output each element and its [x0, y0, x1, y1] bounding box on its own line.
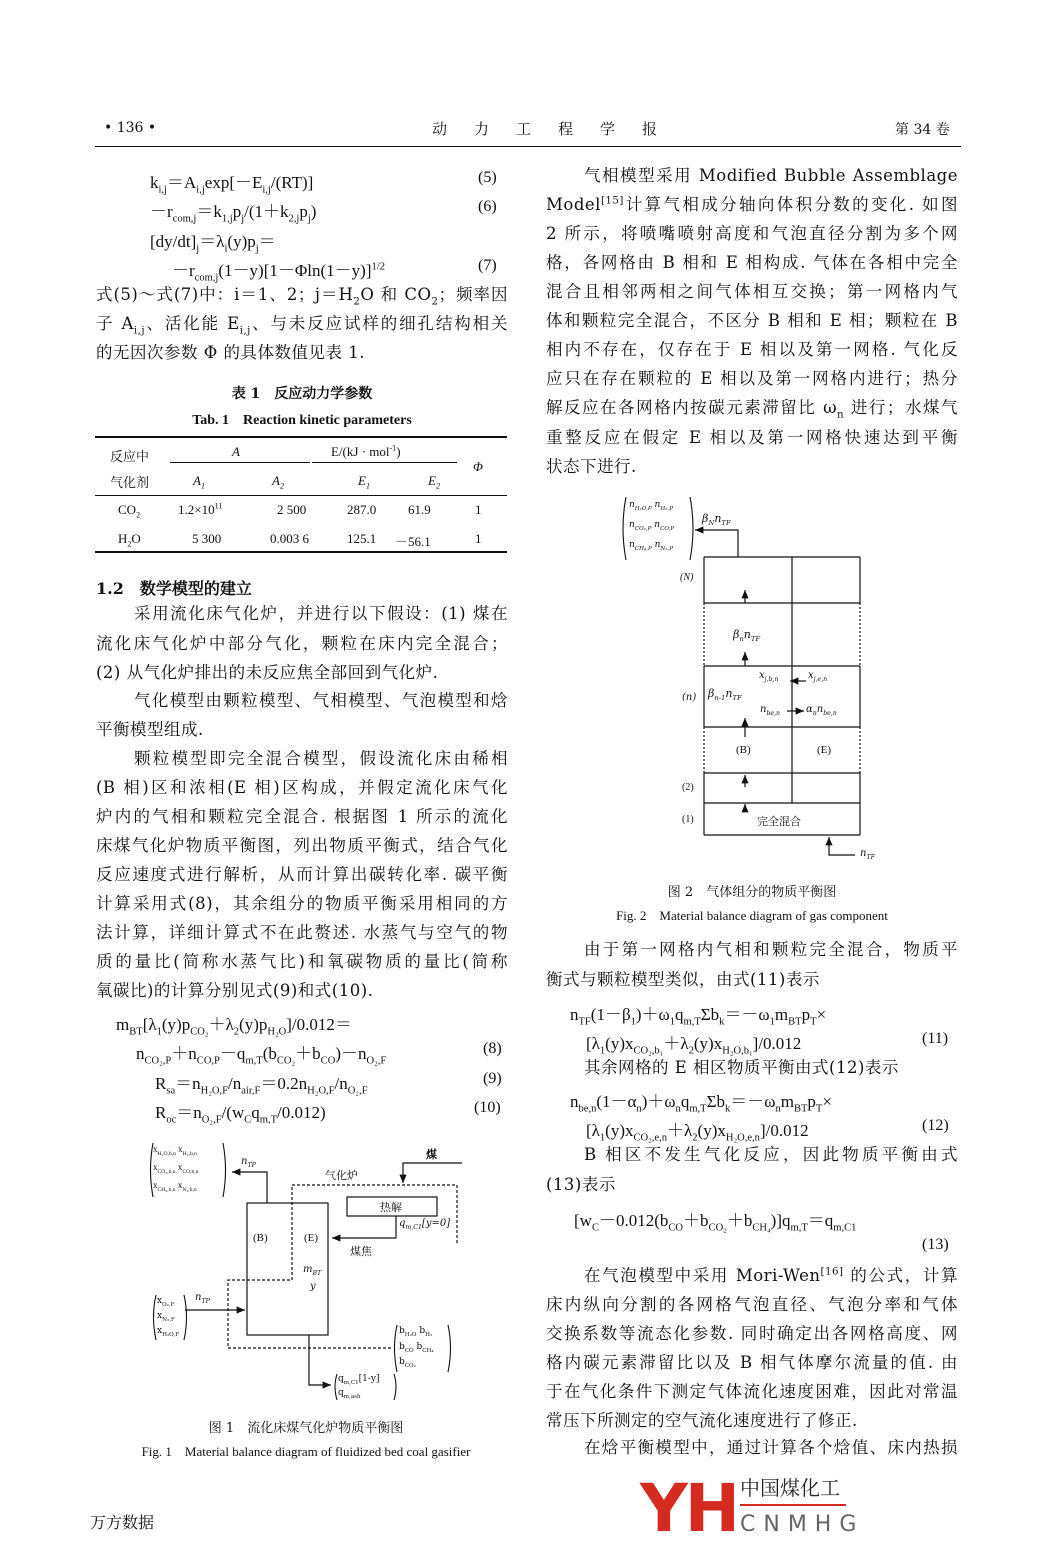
equation-8-line2: $n_{CO_2,P}+n_{CO,P}-q_{m,T}(b_{CO_2}+b_{CO})-n_{O_2,F}$	[136, 1044, 387, 1067]
table-cell: 61.9	[408, 502, 431, 517]
text-line: 计算采用式(8)，其余组分的物质平衡采用相同的方	[96, 894, 508, 913]
text-line: 混合且相邻两相之间气体相互交换；第一网格内气	[546, 282, 958, 301]
text-line: 流化床气化炉中部分气化，颗粒在床内完全混合；	[96, 634, 508, 653]
fig2-outlet-matrix: $n_{CH_4,P}$ $n_{N_2,P}$	[629, 540, 674, 552]
text-line: 在气泡模型中采用 Mori-Wen[16] 的公式，计算	[584, 1266, 958, 1285]
table-cell: 125.1	[347, 531, 377, 546]
fig2-label: (E)	[817, 744, 832, 756]
figure-1-caption-en: Fig. 1 Material balance diagram of fluidized bed coal gasifier	[141, 1444, 471, 1459]
table-subheader: $E_2$	[428, 473, 440, 491]
table-cell: －56.1	[395, 534, 431, 549]
text-line: 氧碳比)的计算分别见式(9)和式(10).	[96, 981, 374, 1000]
fig1-label: $m_{BT}$	[303, 1264, 322, 1277]
table-cell: 0.003 6	[270, 531, 309, 546]
fig1-label: 气化炉	[325, 1169, 358, 1182]
text-line: 质的量比(简称水蒸气比)和氧碳物质的量比(简称	[96, 952, 508, 971]
watermark-logo: YH	[640, 1470, 738, 1547]
table-subheader: $E_1$	[358, 473, 370, 491]
fig1-label: 煤	[426, 1148, 437, 1161]
equation-5: $k_{i,j}=A_{i,j}\exp[-E_{i,j}/(RT)]$	[150, 173, 314, 196]
figure-2-caption-en: Fig. 2 Material balance diagram of gas component	[616, 908, 888, 923]
fig1-label: 煤焦	[350, 1245, 372, 1258]
fig2-label: $\beta_Nn_{TF}$	[702, 512, 731, 528]
table-header-phi: Φ	[473, 459, 483, 474]
equation-11-line1: $n_{TF}(1-\beta_1)+\omega_1q_{m,T}\Sigma b_k=-\omega_1m_{BT}p_T\times$	[570, 1005, 827, 1028]
char-arrow	[332, 1216, 396, 1238]
fig1-inlet-matrix: $x_{O_2,F}$	[157, 1296, 175, 1308]
equation-8-line1: $m_{BT}[\lambda_1(y)p_{CO_2}+\lambda_2(y)p_{H_2O}]/0.012=$	[116, 1015, 352, 1038]
text-line: 的无因次参数 Φ 的具体数值见表 1.	[96, 343, 366, 362]
text-line: 颗粒模型即完全混合模型，假设流化床由稀相	[134, 749, 508, 768]
watermark	[640, 1472, 960, 1548]
outlet-arrow	[232, 1172, 267, 1203]
text-line: Model[15]计算气相成分轴向体积分数的变化. 如图	[546, 195, 958, 214]
fig1-q-matrix: $q_{m,ash}$	[338, 1388, 361, 1400]
fig1-inlet-matrix: $x_{N_2,F}$	[157, 1311, 175, 1323]
watermark-cn: 中国煤化工	[740, 1476, 840, 1500]
equation-13: $[w_C-0.012(b_{CO}+b_{CO_2}+b_{CH_4})]q_{m,T}=q_{m,C1}$	[574, 1211, 857, 1234]
fig1-outlet-matrix: $x_{CO_2,b,n}$ $x_{CO,b,n}$	[153, 1162, 199, 1175]
text-line: 气化模型由颗粒模型、气相模型、气泡模型和焓	[134, 691, 508, 710]
table-cell: 5 300	[192, 531, 222, 546]
fig1-outlet-matrix: $x_{CH_4,b,n}$ $x_{N_2,b,n}$	[153, 1180, 197, 1193]
text-line: 气相模型采用 Modified Bubble Assemblage	[584, 166, 958, 185]
equation-12-line2: $[\lambda_1(y)x_{CO_2,e,n}+\lambda_2(y)x_{H_2O,e,n}]/0.012$	[586, 1121, 809, 1144]
fig2-outlet-matrix: $n_{CO_2,P}$ $n_{CO,P}$	[629, 520, 675, 532]
equation-number: (12)	[922, 1117, 949, 1134]
text-line: 于在气化条件下测定气体流化速度困难，因此对常温	[546, 1382, 958, 1401]
fig2-label: $n_{TF}$	[860, 848, 875, 861]
fig2-label: (B)	[736, 744, 751, 756]
fig2-label: (N)	[680, 572, 694, 583]
equation-9: $R_{sa}=n_{H_2O,F}/n_{air,F}=0.2n_{H_2O,F}/n_{O_2,F}$	[155, 1074, 368, 1097]
text-line: 体和颗粒完全混合，不区分 B 相和 E 相；颗粒在 B	[546, 311, 958, 330]
fig1-q-matrix: $q_{m,C1}[1-y]$	[338, 1374, 380, 1386]
fig2-label: (1)	[682, 814, 694, 825]
text-line: 重整反应在假定 E 相以及第一网格快速达到平衡	[546, 428, 958, 447]
equation-7-line1: $[dy/dt]_j=\lambda_i(y)p_j=$	[150, 232, 276, 255]
text-line: 交换系数等流态化参数. 同时确定出各网格高度、网	[546, 1324, 958, 1343]
fig1-label: 热解	[380, 1201, 402, 1214]
fig2-label: (2)	[682, 782, 694, 793]
fig2-label: $\alpha_nn_{be,n}$	[806, 704, 837, 717]
table-cell: 1	[475, 531, 482, 546]
fig2-label: $\beta_{n-1}n_{TF}$	[708, 687, 742, 703]
equation-12-line1: $n_{be,n}(1-\alpha_n)+\omega_nq_{m,T}\Sigma b_k=-\omega_nm_{BT}p_T\times$	[570, 1092, 832, 1115]
fig2-outlet-matrix: $n_{H_2O,P}$ $n_{H_2,P}$	[629, 500, 673, 512]
table-header-agent: 反应中	[110, 449, 150, 464]
table-header-agent: 气化剂	[110, 475, 150, 490]
text-line: (B 相)区和浓相(E 相)区构成，并假定流化床气化	[96, 778, 508, 797]
table-header-A: A	[232, 444, 240, 459]
fig2-label: (n)	[682, 692, 697, 703]
equation-number: (6)	[478, 198, 497, 215]
equation-7-line2: $-r_{com,j}(1-y)[1-\Phi\ln(1-y)]^{1/2}$	[172, 261, 385, 284]
text-line: 状态下进行.	[546, 457, 637, 476]
fig1-label: (B)	[253, 1232, 268, 1244]
table-cell: 287.0	[347, 502, 377, 517]
text-line: 式(5)～式(7)中：i＝1、2；$j=H_2O$ 和 $CO_2$；频率因	[96, 285, 509, 308]
fig1-label: (E)	[304, 1232, 319, 1244]
fig2-label: $\beta_nn_{TF}$	[733, 628, 761, 644]
table-cell: $H_2O$	[118, 531, 141, 549]
table-title-en: Tab. 1 Reaction kinetic parameters	[192, 413, 412, 428]
equation-11-line2: $[\lambda_1(y)x_{CO_2,b_1}+\lambda_2(y)x_{H_2O,b_1}]/0.012$	[586, 1034, 802, 1057]
text-line: 反应速度式进行解析，从而计算出碳转化率. 碳平衡	[96, 865, 508, 884]
text-line: 其余网格的 E 相区物质平衡由式(12)表示	[584, 1058, 899, 1077]
fig2-label: $x_{j,b,n}$	[759, 670, 779, 683]
equation-number: (5)	[478, 169, 497, 186]
table-subheader: $A_2$	[272, 473, 284, 491]
fig2-label: 完全混合	[757, 815, 801, 828]
text-line: 格内碳元素滞留比以及 B 相气体摩尔流量的值. 由	[546, 1353, 958, 1372]
figure-2-caption-cn: 图 2 气体组分的物质平衡图	[667, 885, 837, 900]
table-title-cn: 表 1 反应动力学参数	[231, 386, 373, 402]
fig1-inlet-matrix: $x_{H_2O,F}$	[157, 1326, 180, 1338]
table-cell: 1	[475, 502, 482, 517]
fig2-label: $x_{j,e,n}$	[808, 670, 828, 683]
text-line: 由于第一网格内气相和颗粒完全混合，物质平	[584, 940, 958, 959]
equation-number: (13)	[922, 1236, 949, 1253]
fig1-label: y	[310, 1281, 316, 1292]
fig1-label: $n_{TP}$	[195, 1292, 210, 1305]
text-line: 2 所示，将喷嘴喷射高度和气泡直径分割为多个网	[546, 224, 958, 243]
text-line: 应只在存在颗粒的 E 相以及第一网格内进行；热分	[546, 369, 958, 388]
text-line: 相内不存在，仅存在于 E 相以及第一网格. 气化反	[546, 340, 958, 359]
volume-label: 第 34 卷	[895, 122, 950, 138]
text-line: 床内纵向分割的各网格气泡直径、气泡分率和气体	[546, 1295, 958, 1314]
figure-1-caption-cn: 图 1 流化床煤气化炉物质平衡图	[208, 1421, 404, 1436]
table-cell: 2 500	[277, 502, 307, 517]
section-heading: 1.2 数学模型的建立	[96, 579, 252, 598]
equation-number: (9)	[483, 1070, 502, 1087]
text-line: 解反应在各网格内按碳元素滞留比 $\omega_n$ 进行；水煤气	[546, 398, 958, 421]
table-cell: $CO_2$	[118, 502, 141, 520]
watermark-rule	[740, 1504, 846, 1506]
text-line: 平衡模型组成.	[96, 720, 204, 739]
fig1-label: $q_{m,C1}[y=0]$	[399, 1218, 451, 1231]
text-line: 炉内的气相和颗粒完全混合. 根据图 1 所示的流化	[96, 807, 508, 826]
fig1-label: $n_{TP}$	[241, 1156, 256, 1169]
text-line: 采用流化床气化炉，并进行以下假设：(1) 煤在	[134, 604, 508, 623]
table-header-E: E/(kJ · mol$^{-1}$)	[331, 443, 401, 459]
text-line: 子 $A_{i,j}$、活化能 $E_{i,j}$、与未反应试样的细孔结构相关	[96, 314, 508, 337]
equation-number: (7)	[478, 257, 497, 274]
footer-source: 万方数据	[90, 1513, 155, 1532]
fig1-b-matrix: $b_{CO}$ $b_{CH_4}$	[399, 1342, 434, 1354]
text-line: B 相区不发生气化反应，因此物质平衡由式	[584, 1145, 958, 1164]
equation-number: (8)	[483, 1040, 502, 1057]
equation-number: (10)	[474, 1099, 501, 1116]
text-line: 法计算，详细计算式不在此赘述. 水蒸气与空气的物	[96, 923, 508, 942]
text-line: (2) 从气化炉排出的未反应焦全部回到气化炉.	[96, 663, 439, 682]
text-line: 常压下所测定的空气流化速度进行了修正.	[546, 1411, 858, 1430]
text-line: 衡式与颗粒模型类似，由式(11)表示	[546, 970, 820, 989]
equation-number: (11)	[922, 1030, 949, 1047]
fig1-b-matrix: $b_{H_2O}$ $b_{H_2}$	[399, 1326, 433, 1338]
page-number: • 136 •	[104, 120, 157, 136]
gasifier-boundary	[228, 1185, 457, 1348]
text-line: (13)表示	[546, 1175, 616, 1194]
fig2-label: $n_{be,n}$	[760, 704, 781, 717]
journal-title: 动 力 工 程 学 报	[432, 120, 664, 138]
discharge-arrow	[309, 1335, 331, 1385]
table-cell: $1.2\times 10^{11}$	[178, 501, 223, 517]
equation-10: $R_{oc}=n_{O_2,F}/(w_Cq_{m,T}/0.012)$	[155, 1103, 326, 1126]
text-line: 格，各网格由 B 相和 E 相构成. 气体在各相中完全	[546, 253, 958, 272]
table-subheader: $A_1$	[193, 473, 205, 491]
text-line: 在焓平衡模型中，通过计算各个焓值、床内热损	[584, 1438, 958, 1457]
fig1-b-matrix: $b_{CO_2}$	[399, 1357, 416, 1369]
text-line: 床煤气化炉物质平衡图，列出物质平衡式，结合气化	[96, 836, 508, 855]
watermark-en: CNMHG	[740, 1512, 865, 1537]
equation-6: $-r_{com,j}=k_{1,j}p_j/(1+k_{2,j}p_j)$	[150, 202, 317, 225]
fig1-outlet-matrix: $x_{H_2O,b,n}$ $x_{H_2,b,n}$	[153, 1144, 197, 1157]
coal-feed-arrow	[403, 1163, 462, 1183]
